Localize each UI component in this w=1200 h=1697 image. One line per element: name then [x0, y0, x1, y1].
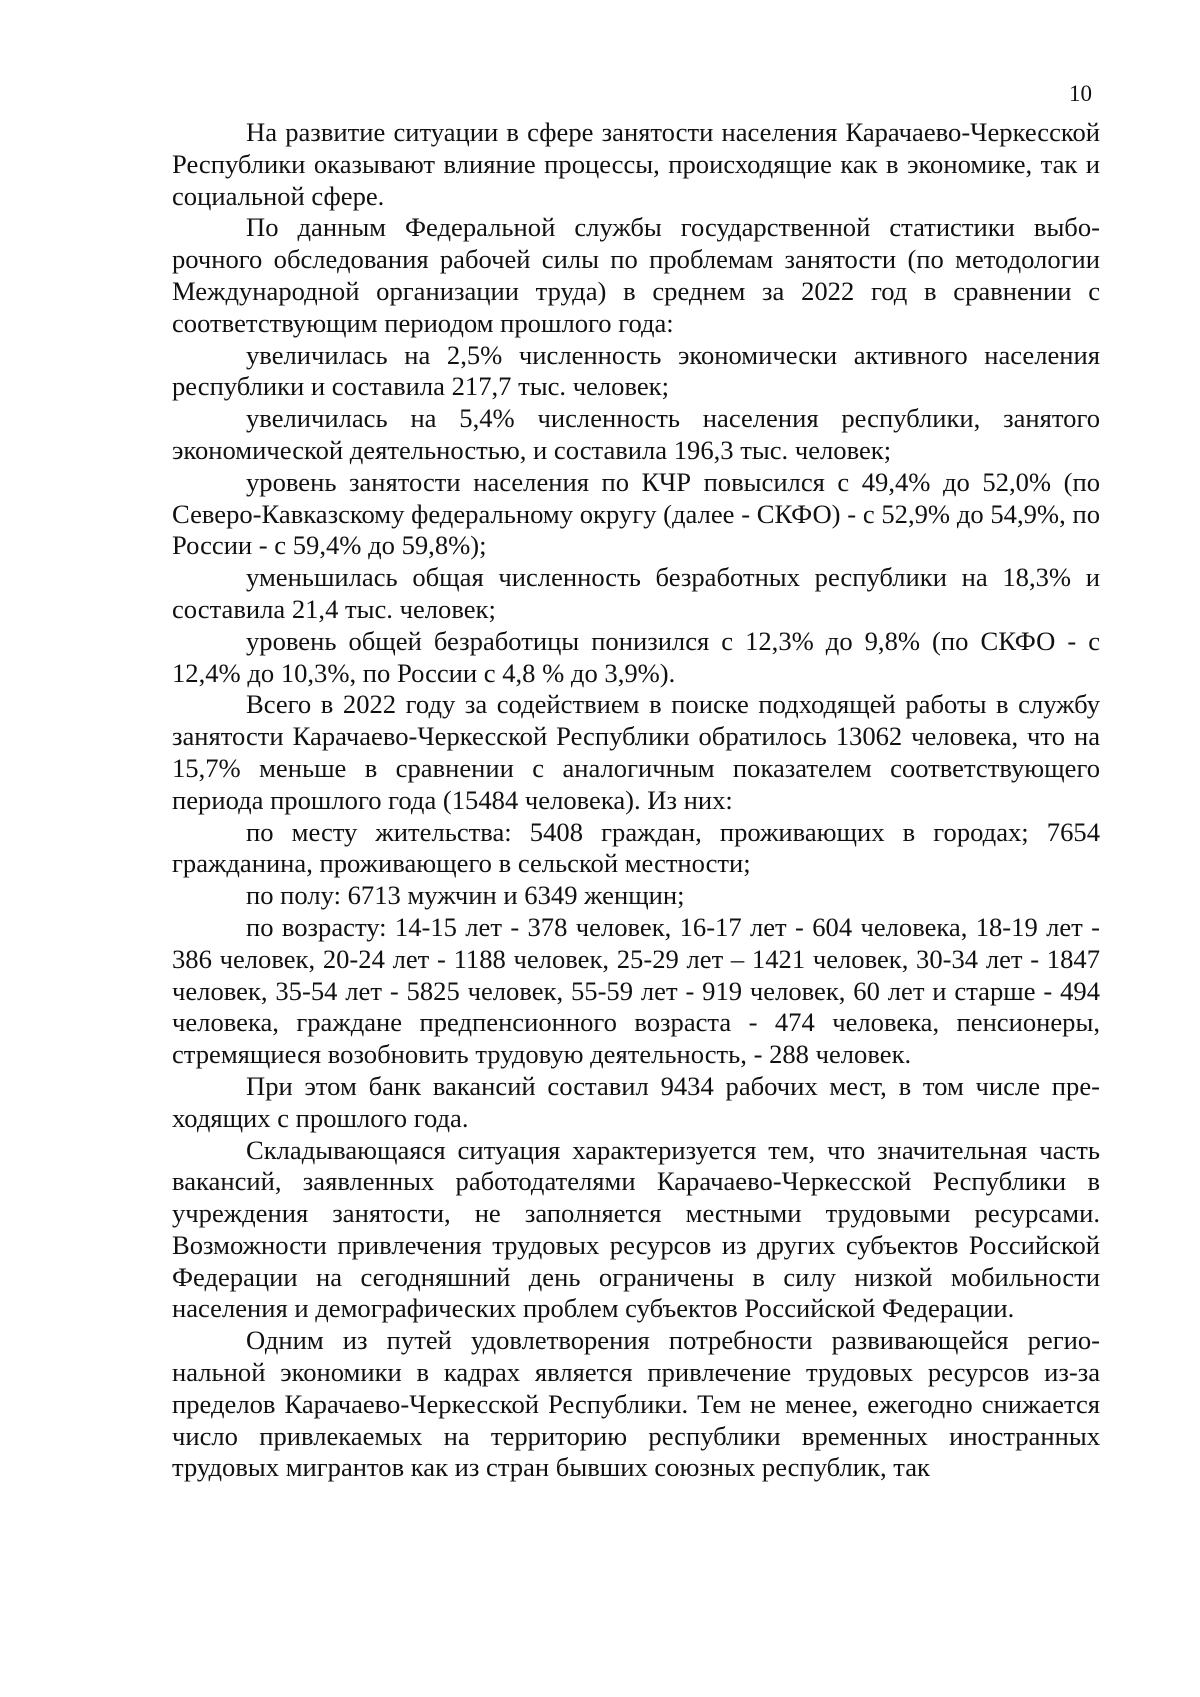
paragraph: по полу: 6713 мужчин и 6349 женщин;	[246, 880, 685, 911]
paragraph: По данным Федеральной службы государственной статистики выборочного обследования рабочей силы по проблемам занятости (по методологии Международной организации труда) в среднем за 2022 год в сравнении с соответствующим периодом прошлого года:	[172, 212, 1100, 338]
body-text	[172, 117, 1100, 1484]
paragraph: Одним из путей удовлетворения потребности развивающейся региональной экономики в кадрах является привлечение трудовых ресурсов из-за пределов Карачаево-Черкесской Республики. Тем не менее, ежегодно снижается число привлекаемых на территорию республики временных иностранных трудовых мигрантов как из стран бывших союзных республик, так	[172, 1325, 1100, 1483]
paragraph: уровень занятости населения по КЧР повысился с 49,4% до 52,0% (по Северо-Кавказскому федеральному округу (далее - СКФО) - с 52,9% до 54,9%, по России - с 59,4% до 59,8%);	[172, 466, 1100, 561]
paragraph: увеличилась на 5,4% численность населения республики, занятого экономической деятельностью, и составила 196,3 тыс. человек;	[172, 403, 1100, 465]
paragraph: увеличилась на 2,5% численность экономически активного населения республики и составила 217,7 тыс. человек;	[172, 339, 1100, 402]
page-number: 10	[1069, 81, 1092, 106]
paragraph: Складывающаяся ситуация характеризуется тем, что значительная часть вакансий, заявленных работодателями Карачаево-Черкесской Республики в учреждения занятости, не заполняется местными трудовыми ресурсами. Возможности привлечения трудовых ресурсов из других субъектов Российской Федерации на сегодняшний день ограничены в силу низкой мобильности населения и демографических проблем субъектов Российской Федерации.	[172, 1134, 1100, 1324]
paragraph: по возрасту: 14-15 лет - 378 человек, 16-17 лет - 604 человека, 18-19 лет - 386 человек, 20-24 лет - 1188 человек, 25-29 лет – 1421 человек, 30-34 лет - 1847 человек, 35-54 лет - 5825 человек, 55-59 лет - 919 человек, 60 лет и старше - 494 человека, граждане предпенсионного возраста - 474 человека, пенсионеры, стремящиеся возобновить трудовую деятельность, - 288 человек.	[172, 911, 1100, 1070]
paragraph: При этом банк вакансий составил 9434 рабочих мест, в том числе преходящих с прошлого года.	[172, 1070, 1100, 1133]
paragraph: по месту жительства: 5408 граждан, проживающих в городах; 7654 гражданина, проживающего в сельской местности;	[172, 816, 1100, 879]
paragraph: уровень общей безработицы понизился с 12,3% до 9,8% (по СКФО - с 12,4% до 10,3%, по России с 4,8 % до 3,9%).	[172, 625, 1100, 688]
paragraph: Всего в 2022 году за содействием в поиске подходящей работы в службу занятости Карачаево-Черкесской Республики обратилось 13062 человека, что на 15,7% меньше в сравнении с аналогичным показателем соответствующего периода прошлого года (15484 человека). Из них:	[172, 689, 1100, 815]
paragraph: уменьшилась общая численность безработных республики на 18,3% и составила 21,4 тыс. человек;	[172, 562, 1100, 624]
paragraph: На развитие ситуации в сфере занятости населения Карачаево-Черкесской Республики оказывают влияние процессы, происходящие как в экономике, так и социальной сфере.	[172, 117, 1100, 211]
